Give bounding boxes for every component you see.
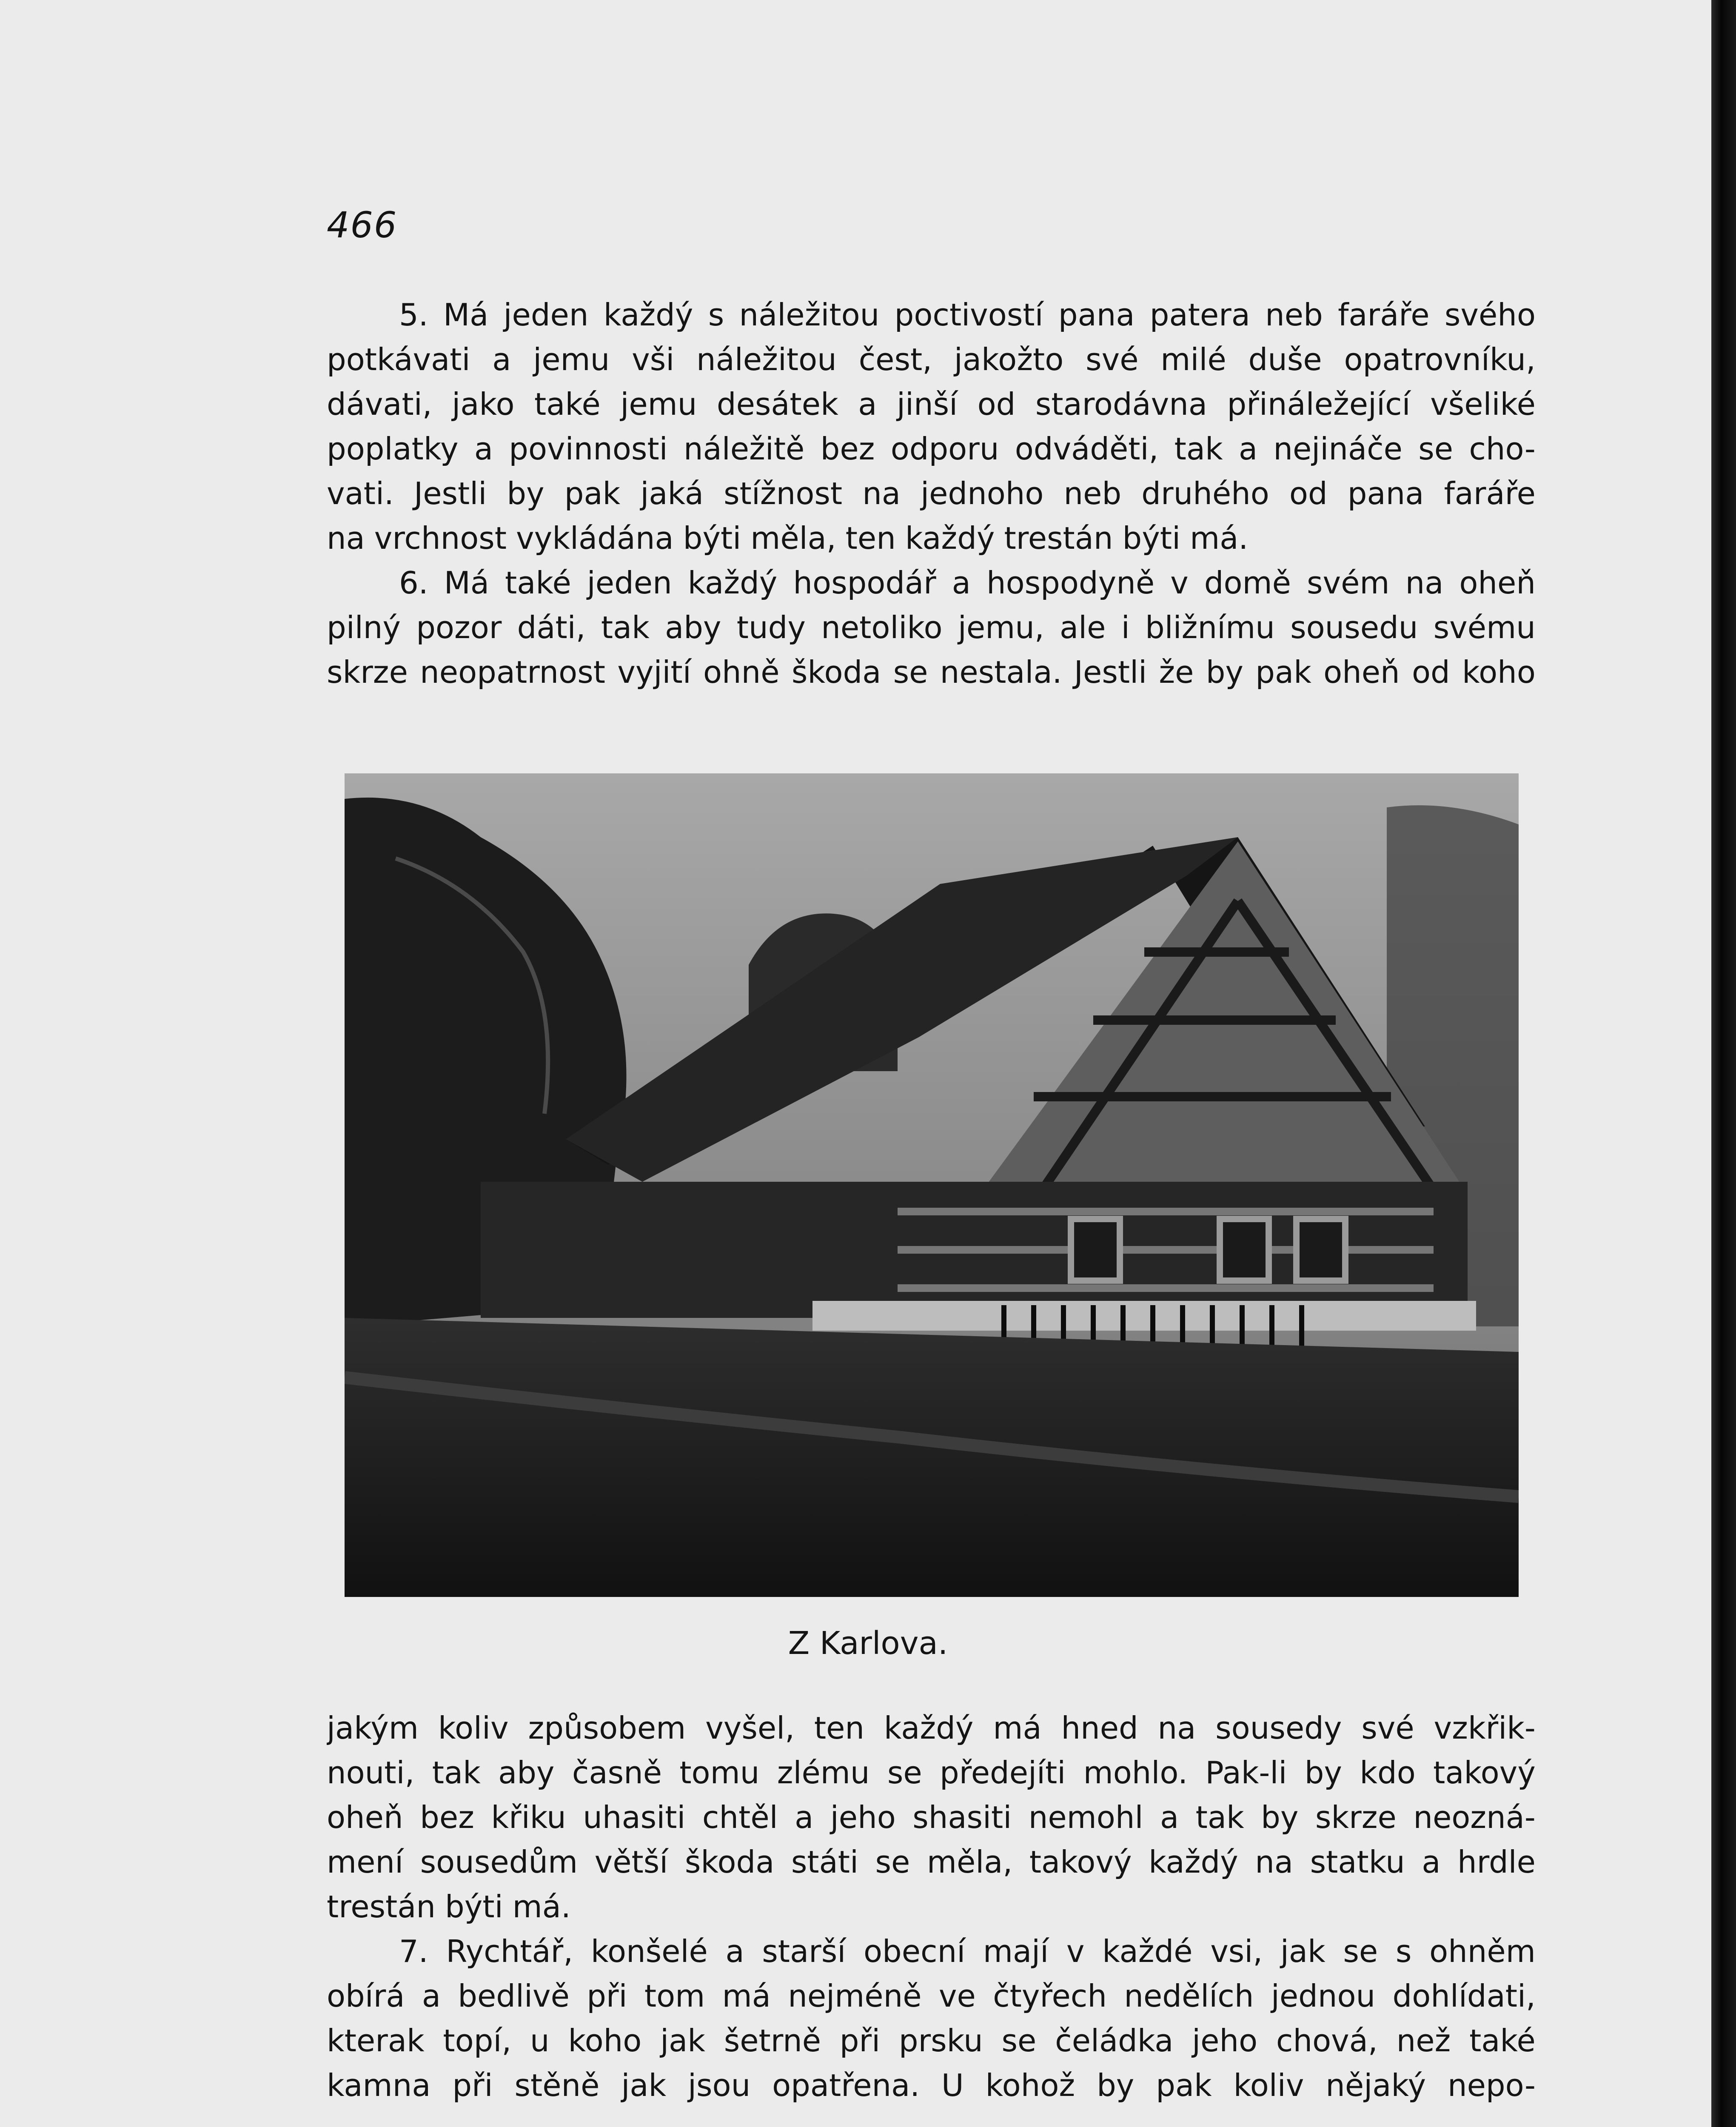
word: prsku (898, 2023, 983, 2059)
text-line (327, 337, 1536, 382)
word: čeládka (1055, 2023, 1174, 2059)
word: na (1405, 565, 1444, 601)
word: odporu (890, 431, 999, 467)
word: své (1086, 342, 1139, 377)
word: mení (327, 1844, 404, 1880)
text-line (327, 2063, 1536, 2108)
text-line (327, 471, 1536, 516)
word: Má (444, 565, 489, 601)
word: neb (1265, 297, 1323, 333)
word: Rychtář, (446, 1933, 573, 1969)
word: skrze (1315, 1799, 1397, 1835)
house-photo (345, 773, 1519, 1597)
word: by (1261, 1799, 1299, 1835)
word: obírá (327, 1978, 405, 2014)
text-line (327, 1885, 1536, 1929)
word: kohož (985, 2067, 1075, 2103)
word: vrchnost (374, 520, 507, 556)
word: jednoho (921, 476, 1044, 511)
word: zlému (777, 1755, 870, 1791)
word: vyjití (617, 654, 691, 690)
word: měla, (750, 520, 836, 556)
word: bližnímu (1145, 610, 1275, 645)
word: a (725, 1933, 744, 1969)
word: přináležející (1227, 386, 1411, 422)
word: by (1304, 1755, 1343, 1791)
word: čest, (858, 342, 932, 377)
word: neb (1063, 476, 1122, 511)
word: a (422, 1978, 441, 2014)
word: faráře (1444, 476, 1536, 511)
word: koliv (1233, 2067, 1304, 2103)
word: s (1395, 1933, 1412, 1969)
word: odváděti, (1015, 431, 1159, 467)
word: potkávati (327, 342, 470, 377)
word: Pak-li (1205, 1755, 1287, 1791)
word: i (1121, 610, 1130, 645)
word: a (1160, 1799, 1179, 1835)
word: křiku (491, 1799, 566, 1835)
word: jak (660, 2023, 705, 2059)
word: konšelé (590, 1933, 708, 1969)
word: má. (512, 1889, 571, 1925)
word: od (1411, 654, 1450, 690)
word: hospodář (793, 565, 936, 601)
word: koliv (438, 1710, 509, 1746)
word: Má (443, 297, 489, 333)
word: se (1418, 431, 1454, 467)
word: větší (594, 1844, 668, 1880)
word: pak (1255, 654, 1311, 690)
word: má (722, 1978, 771, 2014)
word: starší (762, 1933, 846, 1969)
word: ohně (703, 654, 780, 690)
word: jak (621, 2067, 667, 2103)
word: mohlo. (1083, 1755, 1188, 1791)
word: statku (1310, 1844, 1405, 1880)
word: jak (1280, 1933, 1326, 1969)
timbered-house-illustration (345, 773, 1519, 1597)
word: škoda (791, 654, 881, 690)
word: každý (603, 297, 693, 333)
word: od (1289, 476, 1328, 511)
word: pak (1156, 2067, 1212, 2103)
word: starodávna (1035, 386, 1208, 422)
word: sousedy (1215, 1710, 1342, 1746)
word: aby (498, 1755, 555, 1791)
word: desátek (716, 386, 838, 422)
word: má. (1190, 520, 1249, 556)
word: skrze (327, 654, 408, 690)
word: každý (687, 565, 778, 601)
word: ale (1060, 610, 1106, 645)
word: se (887, 1755, 922, 1791)
word: a (952, 565, 971, 601)
word: neozná- (1413, 1799, 1536, 1835)
word: netoliko (821, 610, 943, 645)
word: bedlivě (458, 1978, 570, 2014)
photo-caption: Z Karlova. (788, 1625, 948, 1662)
word: a (1422, 1844, 1441, 1880)
word: a (795, 1799, 814, 1835)
word: cho- (1469, 431, 1536, 467)
word: trestán (1004, 520, 1113, 556)
word: také (505, 565, 571, 601)
word: poctivostí (894, 297, 1043, 333)
word: stížnost (724, 476, 843, 511)
word: že (1159, 654, 1194, 690)
word: tak (1195, 1799, 1244, 1835)
text-line (327, 1929, 1536, 1974)
text-line (327, 1840, 1536, 1885)
word: koho (1462, 654, 1536, 690)
text-line (327, 427, 1536, 471)
word: nejináče (1273, 431, 1402, 467)
word: ten (845, 520, 896, 556)
word: při (587, 1978, 627, 2014)
word: svém (1306, 565, 1390, 601)
word: stěně (514, 2067, 600, 2103)
word: svého (1444, 297, 1536, 333)
word: ohněm (1429, 1933, 1536, 1969)
word: druhého (1141, 476, 1269, 511)
word: jeho (830, 1799, 896, 1835)
text-line (327, 1706, 1536, 1751)
word: než (1396, 2023, 1451, 2059)
word: jaká (640, 476, 704, 511)
word: náležitě (683, 431, 805, 467)
word: tomu (679, 1755, 760, 1791)
word: jednou (1271, 1978, 1376, 2014)
word: povinnosti (509, 431, 668, 467)
word: takový (1029, 1844, 1132, 1880)
word: pana (1347, 476, 1424, 511)
word: měla, (926, 1844, 1013, 1880)
word: 7. (399, 1933, 428, 1969)
word: kdo (1360, 1755, 1416, 1791)
word: jako (452, 386, 515, 422)
word: náležitou (696, 342, 837, 377)
word: sousedu (1290, 610, 1418, 645)
word: jeho (1192, 2023, 1258, 2059)
word: tak (432, 1755, 481, 1791)
word: ve (938, 1978, 976, 2014)
word: bez (420, 1799, 474, 1835)
word: také (534, 386, 601, 422)
word: svému (1433, 610, 1536, 645)
word: ten (814, 1710, 865, 1746)
text-line (327, 293, 1536, 337)
word: oheň (1323, 654, 1400, 690)
word: má (993, 1710, 1042, 1746)
word: a (858, 386, 877, 422)
word: jemu, (958, 610, 1044, 645)
word: se (893, 654, 928, 690)
text-line (327, 1751, 1536, 1795)
word: jemu (620, 386, 697, 422)
word: jakým (327, 1710, 419, 1746)
word: na (1157, 1710, 1196, 1746)
word: by (1097, 2067, 1135, 2103)
text-line (327, 1795, 1536, 1840)
word: mají (983, 1933, 1049, 1969)
word: způsobem (528, 1710, 686, 1746)
word: pilný (327, 610, 401, 645)
word: v (1170, 565, 1189, 601)
word: duše (1248, 342, 1322, 377)
word: a (1238, 431, 1258, 467)
word: chtěl (702, 1799, 778, 1835)
word: čtyřech (993, 1978, 1107, 2014)
word: 5. (399, 297, 428, 333)
word: neopatrnost (420, 654, 605, 690)
text-line (327, 561, 1536, 605)
word: jeden (503, 297, 589, 333)
word: hrdle (1457, 1844, 1536, 1880)
word: tak (601, 610, 650, 645)
word: u (530, 2023, 550, 2059)
word: své (1361, 1710, 1414, 1746)
word: všeliké (1430, 386, 1536, 422)
word: v (1066, 1933, 1085, 1969)
word: opatrovníku, (1344, 342, 1536, 377)
word: býti (445, 1889, 503, 1925)
word: od (977, 386, 1016, 422)
page-number: 466 (327, 204, 398, 246)
word: každý (905, 520, 995, 556)
word: hned (1061, 1710, 1138, 1746)
word: Jestli (1074, 654, 1147, 690)
word: na (327, 520, 365, 556)
word: hospodyně (986, 565, 1155, 601)
word: jakožto (954, 342, 1064, 377)
text-line (327, 516, 1536, 561)
word: tak (1174, 431, 1223, 467)
word: obecní (863, 1933, 966, 1969)
word: by (507, 476, 544, 511)
word: koho (568, 2023, 642, 2059)
word: kterak (327, 2023, 425, 2059)
word: Jestli (413, 476, 487, 511)
word: nějaký (1326, 2067, 1426, 2103)
word: jeden (587, 565, 672, 601)
word: shasiti (912, 1799, 1012, 1835)
word: by (1206, 654, 1244, 690)
word: dáti, (517, 610, 586, 645)
word: vati. (327, 476, 394, 511)
word: bez (820, 431, 875, 467)
word: opatřena. (772, 2067, 920, 2103)
text-line (327, 2019, 1536, 2063)
word: na (862, 476, 901, 511)
word: nejméně (788, 1978, 922, 2014)
word: škoda (684, 1844, 775, 1880)
word: časně (572, 1755, 662, 1791)
word: s (708, 297, 724, 333)
word: 6. (399, 565, 428, 601)
word: tom (644, 1978, 705, 2014)
word: vsi, (1210, 1933, 1263, 1969)
word: vši (632, 342, 675, 377)
word: pozor (416, 610, 502, 645)
word: při (452, 2067, 493, 2103)
word: oheň (327, 1799, 403, 1835)
word: dohlídati, (1392, 1978, 1536, 2014)
word: pak (564, 476, 621, 511)
word: domě (1204, 565, 1291, 601)
word: náležitou (739, 297, 880, 333)
word: také (1469, 2023, 1536, 2059)
word: nouti, (327, 1755, 415, 1791)
word: nemohl (1028, 1799, 1143, 1835)
upper-text-block (327, 293, 1536, 695)
word: při (839, 2023, 881, 2059)
word: uhasiti (583, 1799, 686, 1835)
word: býti (1122, 520, 1181, 556)
word: se (1343, 1933, 1378, 1969)
word: nepo- (1447, 2067, 1536, 2103)
word: faráře (1338, 297, 1430, 333)
word: jinší (896, 386, 958, 422)
word: vzkřik- (1434, 1710, 1536, 1746)
text-line (327, 605, 1536, 650)
word: aby (665, 610, 721, 645)
word: kamna (327, 2067, 431, 2103)
word: oheň (1459, 565, 1536, 601)
word: tudy (736, 610, 806, 645)
lower-text-block (327, 1706, 1536, 2108)
word: pana (1058, 297, 1135, 333)
word: předejíti (940, 1755, 1066, 1791)
word: vykládána (516, 520, 674, 556)
word: každé (1102, 1933, 1193, 1969)
word: topí, (443, 2023, 512, 2059)
word: dávati, (327, 386, 432, 422)
text-line (327, 650, 1536, 695)
word: každý (884, 1710, 974, 1746)
text-line (327, 1974, 1536, 2019)
word: vyšel, (705, 1710, 795, 1746)
word: státi (791, 1844, 858, 1880)
text-line (327, 382, 1536, 427)
word: jsou (688, 2067, 751, 2103)
word: poplatky (327, 431, 459, 467)
word: U (941, 2067, 964, 2103)
scan-edge (1711, 0, 1736, 2127)
word: na (1255, 1844, 1294, 1880)
word: nedělích (1124, 1978, 1254, 2014)
word: milé (1160, 342, 1226, 377)
word: šetrně (724, 2023, 821, 2059)
word: sousedům (420, 1844, 578, 1880)
word: býti (683, 520, 741, 556)
word: se (875, 1844, 910, 1880)
word: se (1001, 2023, 1037, 2059)
word: a (474, 431, 493, 467)
word: každý (1149, 1844, 1238, 1880)
word: takový (1433, 1755, 1536, 1791)
word: nestala. (940, 654, 1062, 690)
word: jemu (533, 342, 610, 377)
word: trestán (327, 1889, 436, 1925)
word: patera (1149, 297, 1250, 333)
word: chová, (1276, 2023, 1378, 2059)
word: a (492, 342, 511, 377)
